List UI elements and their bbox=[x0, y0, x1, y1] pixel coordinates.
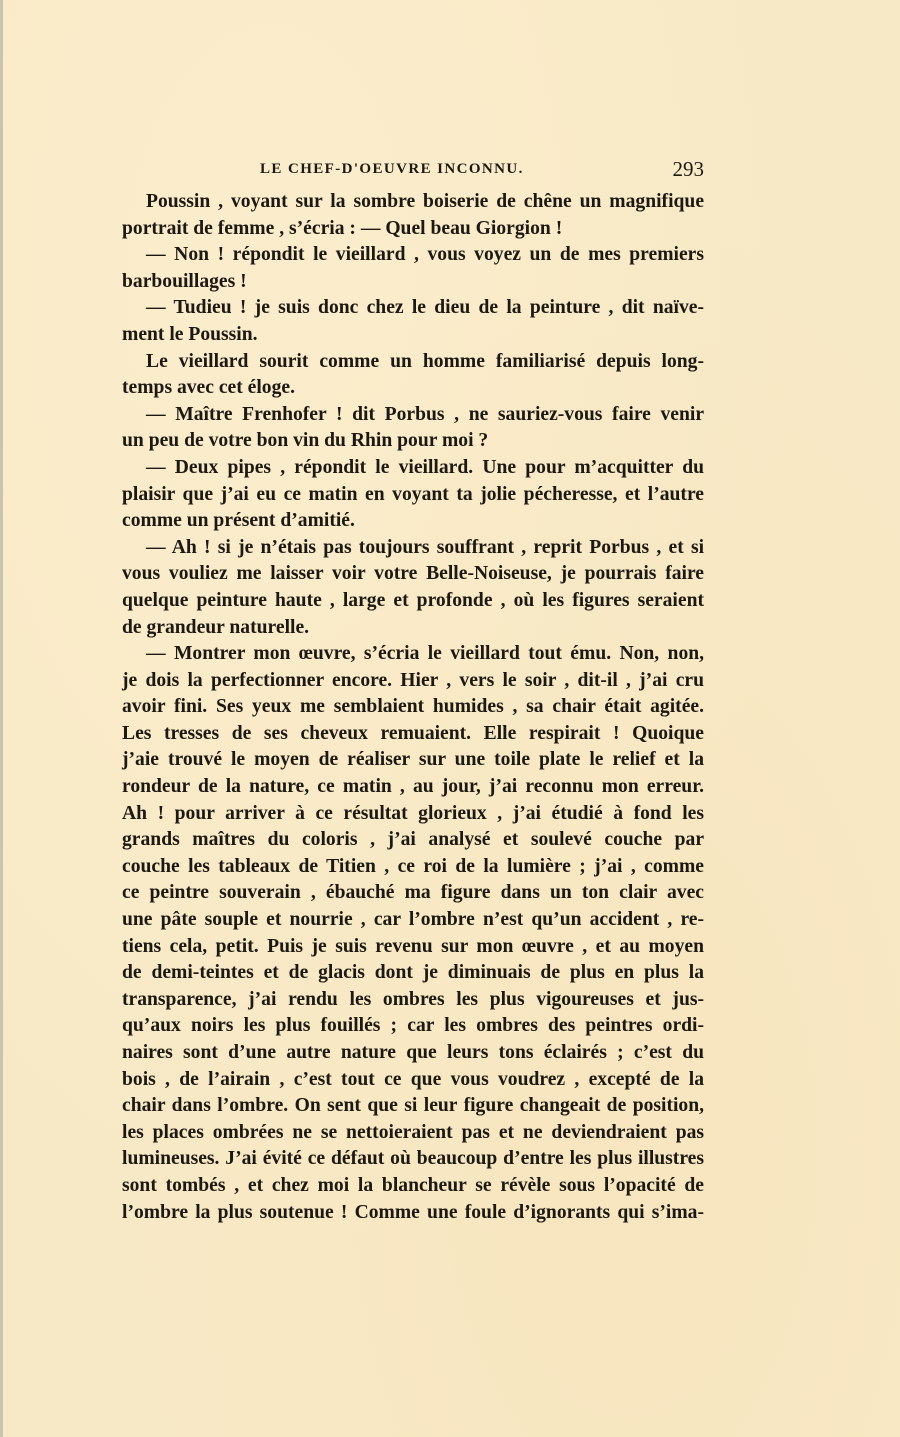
text-line: Les tresses de ses cheveux remuaient. Elle respirait ! Quoique bbox=[122, 722, 704, 744]
page-number: 293 bbox=[672, 157, 704, 181]
text-line: — Non ! répondit le vieillard , vous voyez un de mes premiers bbox=[146, 244, 704, 266]
page-edge bbox=[0, 0, 3, 1437]
text-line: avoir fini. Ses yeux me semblaient humides , sa chair était agitée. bbox=[122, 696, 704, 718]
text-line: transparence, j’ai rendu les ombres les plus vigoureuses et jus- bbox=[122, 988, 704, 1010]
body-text bbox=[122, 189, 704, 1226]
text-line: barbouillages ! bbox=[122, 270, 247, 292]
text-line: ment le Poussin. bbox=[122, 323, 258, 345]
text-line: comme un présent d’amitié. bbox=[122, 510, 355, 532]
text-line: tiens cela, petit. Puis je suis revenu sur mon œuvre , et au moyen bbox=[122, 935, 704, 957]
text-line: bois , de l’airain , c’est tout ce que vous voudrez , excepté de la bbox=[122, 1068, 705, 1090]
running-title: LE CHEF-D'OEUVRE INCONNU. bbox=[260, 161, 524, 177]
text-line: — Montrer mon œuvre, s’écria le vieillard tout ému. Non, non, bbox=[146, 643, 705, 665]
text-line: les places ombrées ne se nettoieraient pas et ne deviendraient pas bbox=[122, 1121, 705, 1143]
text-line: j’aie trouvé le moyen de réaliser sur une toile plate le relief et la bbox=[122, 749, 704, 771]
text-line: couche les tableaux de Titien , ce roi de la lumière ; j’ai , comme bbox=[122, 855, 704, 877]
text-line: sont tombés , et chez moi la blancheur se révèle sous l’opacité de bbox=[122, 1174, 704, 1196]
text-line: plaisir que j’ai eu ce matin en voyant ta jolie pécheresse, et l’autre bbox=[122, 483, 704, 505]
text-line: un peu de votre bon vin du Rhin pour moi ? bbox=[122, 430, 489, 452]
text-line: l’ombre la plus soutenue ! Comme une foule d’ignorants qui s’ima- bbox=[122, 1201, 704, 1223]
text-line: Ah ! pour arriver à ce résultat glorieux , j’ai étudié à fond les bbox=[122, 802, 704, 824]
text-line: Le vieillard sourit comme un homme familiarisé depuis long- bbox=[146, 350, 704, 372]
text-line: — Maître Frenhofer ! dit Porbus , ne sauriez-vous faire venir bbox=[146, 403, 705, 425]
text-line: vous vouliez me laisser voir votre Belle-Noiseuse, je pourrais faire bbox=[122, 563, 705, 585]
text-line: — Ah ! si je n’étais pas toujours souffrant , reprit Porbus , et si bbox=[146, 536, 705, 558]
text-line: portrait de femme , s’écria : — Quel beau Giorgion ! bbox=[122, 217, 563, 239]
text-line: Poussin , voyant sur la sombre boiserie de chêne un magnifique bbox=[146, 191, 705, 212]
text-line: temps avec cet éloge. bbox=[122, 377, 295, 399]
running-head bbox=[122, 157, 704, 187]
text-line: qu’aux noirs les plus fouillés ; car les ombres des peintres ordi- bbox=[122, 1015, 705, 1037]
text-line: quelque peinture haute , large et profonde , où les figures seraient bbox=[122, 589, 704, 611]
text-line: ce peintre souverain , ébauché ma figure dans un ton clair avec bbox=[122, 882, 704, 904]
text-line: de demi-teintes et de glacis dont je diminuais de plus en plus la bbox=[122, 962, 704, 984]
text-line: chair dans l’ombre. On sent que si leur figure changeait de position, bbox=[122, 1095, 705, 1117]
text-line: naires sont d’une autre nature que leurs tons éclairés ; c’est du bbox=[122, 1042, 704, 1063]
text-line: grands maîtres du coloris , j’ai analysé et soulevé couche par bbox=[122, 829, 705, 851]
text-line: lumineuses. J’ai évité ce défaut où beaucoup d’entre les plus illustres bbox=[122, 1148, 704, 1170]
text-line: je dois la perfectionner encore. Hier , vers le soir , dit-il , j’ai cru bbox=[122, 669, 704, 691]
text-line: rondeur de la nature, ce matin , au jour, j’ai reconnu mon erreur. bbox=[122, 776, 704, 798]
text-line: de grandeur naturelle. bbox=[122, 616, 310, 638]
text-line: une pâte souple et nourrie , car l’ombre n’est qu’un accident , re- bbox=[122, 909, 705, 931]
text-line: — Tudieu ! je suis donc chez le dieu de la peinture , dit naïve- bbox=[146, 297, 704, 319]
text-line: — Deux pipes , répondit le vieillard. Une pour m’acquitter du bbox=[146, 456, 704, 478]
